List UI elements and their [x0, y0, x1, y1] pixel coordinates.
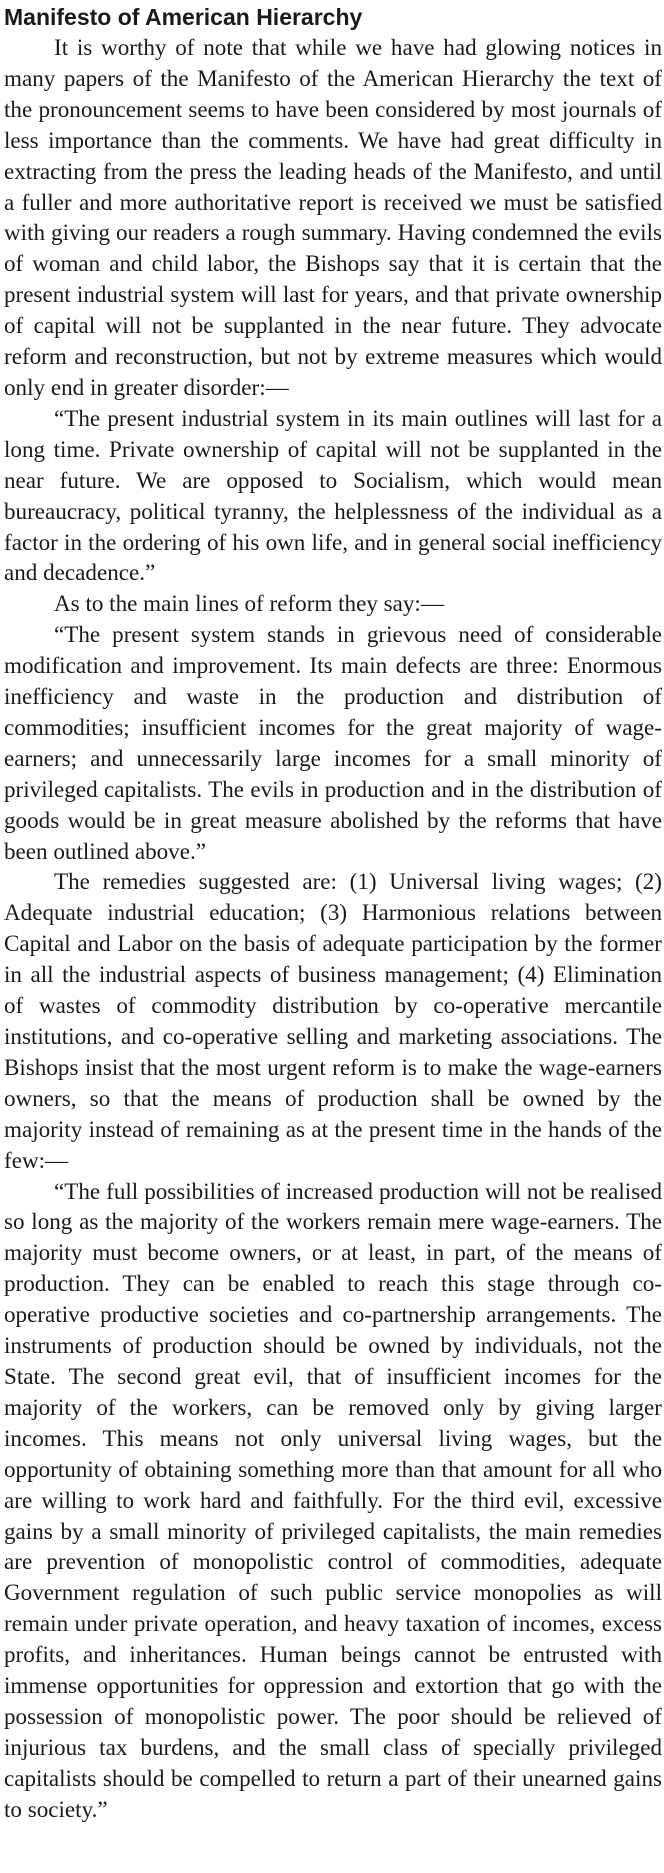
article-body — [4, 32, 662, 1825]
article-paragraph: “The full possibilities of increased production will not be realised so long as the majority of the workers remain mere wage-earners. The majority must become owners, or at least, in part, of the means of production. They can be enabled to reach this stage through co-operative productive societies and co-partnership arrangements. The instruments of production should be owned by individuals, not the State. The second great evil, that of insufficient incomes for the majority of the workers, can be removed only by giving larger incomes. This means not only universal living wages, but the opportunity of obtaining something more than that amount for all who are willing to work hard and faithfully. For the third evil, excessive gains by a small minority of privileged capitalists, the main remedies are prevention of monopolistic control of commodities, adequate Government regulation of such public service monopolies as will remain under private operation, and heavy taxation of incomes, excess profits, and inheritances. Human beings cannot be entrusted with immense opportunities for oppression and extortion that go with the possession of monopolistic power. The poor should be relieved of injurious tax burdens, and the small class of specially privileged capitalists should be compelled to return a part of their unearned gains to society.” — [4, 1177, 662, 1822]
article-paragraph: “The present system stands in grievous need of considerable modification and improvement. Its main defects are three: Enormous inefficiency and waste in the production and distribution of commodities; insufficient incomes for the great majority of wage-earners; and unnecessarily large incomes for a small minority of privileged capitalists. The evils in production and in the distribution of goods would be in great measure abolished by the reforms that have been outlined above.” — [4, 621, 662, 864]
article-paragraph: The remedies suggested are: (1) Universal living wages; (2) Adequate industrial education; (3) Harmonious relations between Capital and Labor on the basis of adequate participation by the former in all the industrial aspects of business management; (4) Elimination of wastes of commodity distribution by co-operative mercantile institutions, and co-operative selling and marketing associations. The Bishops insist that the most urgent reform is to make the wage-earners owners, so that the means of production shall be owned by the majority instead of remaining as at the present time in the hands of the few:— — [4, 868, 662, 1173]
article-paragraph: “The present industrial system in its main outlines will last for a long time. Private ownership of capital will not be supplanted in the near future. We are opposed to Socialism, which would mean bureaucracy, political tyranny, the helplessness of the individual as a factor in the ordering of his own life, and in general social inefficiency and decadence.” — [4, 404, 662, 586]
article-paragraph: As to the main lines of reform they say:— — [54, 590, 444, 617]
article-title: Manifesto of American Hierarchy — [4, 4, 363, 30]
article-paragraph: It is worthy of note that while we have had glowing notices in many papers of the Manifesto of the American Hierarchy the text of the pronouncement seems to have been considered by most journals of less importance than the comments. We have had great difficulty in extracting from the press the leading heads of the Manifesto, and until a fuller and more authoritative report is received we must be satisfied with giving our readers a rough summary. Having condemned the evils of woman and child labor, the Bishops say that it is certain that the present industrial system will last for years, and that private ownership of capital will not be supplanted in the near future. They advocate reform and reconstruction, but not by extreme measures which would only end in greater disorder:— — [4, 34, 662, 400]
